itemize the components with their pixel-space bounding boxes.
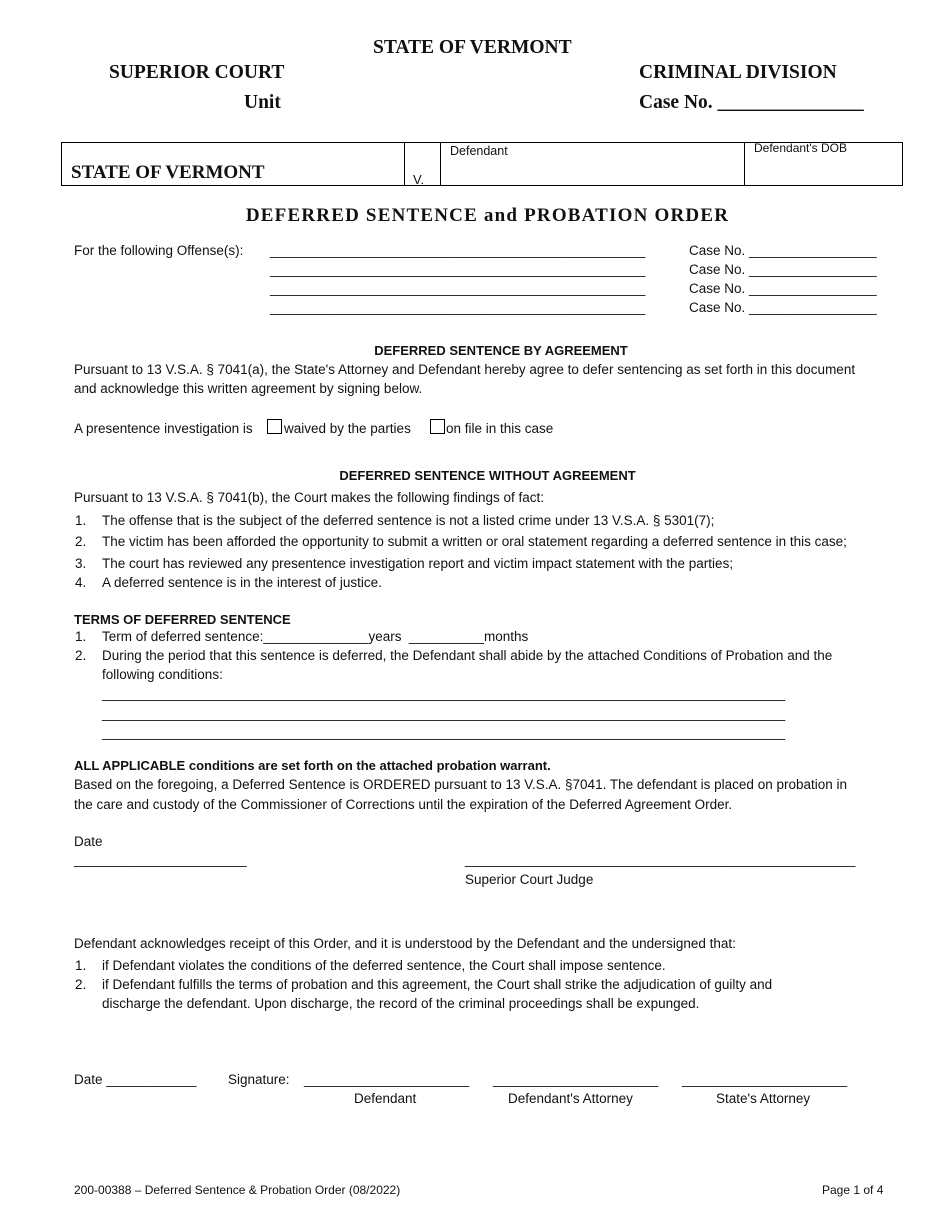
by-agreement-text-2: and acknowledge this written agreement by signing below. — [74, 381, 423, 396]
term-2-text-2: following conditions: — [102, 667, 223, 682]
finding-2-text: The victim has been afforded the opportunity to submit a written or oral statement regarding a deferred sentence in this case; — [102, 534, 847, 549]
court-name: SUPERIOR COURT — [109, 62, 285, 83]
signature-label: Signature: — [228, 1072, 290, 1087]
offense-case-no-4[interactable]: Case No. _________________ — [689, 300, 877, 315]
condition-line-2[interactable]: ___________________________________________________________________________________________ — [102, 706, 786, 721]
document-title: DEFERRED SENTENCE and PROBATION ORDER — [245, 205, 730, 226]
condition-line-1[interactable]: ___________________________________________________________________________________________ — [102, 686, 786, 701]
order-date-field[interactable]: _______________________ — [74, 852, 247, 867]
judge-label: Superior Court Judge — [465, 872, 594, 887]
dob-cell[interactable] — [744, 143, 902, 185]
order-text-1: Based on the foregoing, a Deferred Sentence is ORDERED pursuant to 13 V.S.A. §7041. The defendant is placed on probation in — [74, 777, 848, 792]
defendant-signature-line[interactable]: ______________________ — [304, 1072, 470, 1087]
psi-on-file-label: on file in this case — [446, 421, 554, 436]
ack-1-number: 1. — [75, 958, 87, 973]
versus-cell — [404, 143, 441, 185]
psi-label: A presentence investigation is — [74, 421, 253, 436]
acknowledgment-intro: Defendant acknowledges receipt of this Order, and it is understood by the Defendant and the undersigned that: — [74, 936, 736, 951]
applicable-conditions-note: ALL APPLICABLE conditions are set forth on the attached probation warrant. — [74, 758, 551, 773]
offenses-label: For the following Offense(s): — [74, 243, 244, 258]
defendant-label: Defendant — [450, 144, 508, 158]
division-name: CRIMINAL DIVISION — [639, 62, 837, 83]
term-length-field[interactable]: Term of deferred sentence:______________years __________months — [102, 629, 529, 644]
signature-date-field[interactable]: Date ____________ — [74, 1072, 197, 1087]
finding-3-number: 3. — [75, 556, 87, 571]
offense-case-no-2[interactable]: Case No. _________________ — [689, 262, 877, 277]
state-attorney-signature-line[interactable]: ______________________ — [682, 1072, 848, 1087]
defendant-cell[interactable] — [440, 143, 745, 185]
defendant-sig-label: Defendant — [354, 1091, 417, 1106]
ack-2-text-1: if Defendant fulfills the terms of probation and this agreement, the Court shall strike the adjudication of guilty and — [102, 977, 773, 992]
psi-waived-checkbox[interactable] — [267, 419, 282, 434]
condition-line-3[interactable]: ___________________________________________________________________________________________ — [102, 725, 786, 740]
offense-line-3[interactable]: __________________________________________________ — [270, 281, 646, 296]
ack-1-text: if Defendant violates the conditions of the deferred sentence, the Court shall impose sentence. — [102, 958, 666, 973]
offense-line-1[interactable]: __________________________________________________ — [270, 243, 646, 258]
state-attorney-sig-label: State's Attorney — [716, 1091, 811, 1106]
term-2-number: 2. — [75, 648, 87, 663]
findings-intro: Pursuant to 13 V.S.A. § 7041(b), the Court makes the following findings of fact: — [74, 490, 545, 505]
by-agreement-heading: DEFERRED SENTENCE BY AGREEMENT — [374, 343, 628, 358]
dob-label: Defendant's DOB — [754, 141, 848, 155]
versus-label: V. — [413, 172, 425, 187]
unit-label: Unit — [244, 92, 281, 113]
judge-signature-line[interactable]: ____________________________________________________ — [465, 852, 856, 867]
finding-1-number: 1. — [75, 513, 87, 528]
order-date-label: Date — [74, 834, 103, 849]
state-header: STATE OF VERMONT — [373, 37, 572, 58]
case-caption-table — [61, 142, 903, 186]
case-number-field[interactable]: Case No. _______________ — [639, 92, 864, 113]
page-number: Page 1 of 4 — [822, 1183, 884, 1197]
psi-waived-label: waived by the parties — [284, 421, 411, 436]
by-agreement-text-1: Pursuant to 13 V.S.A. § 7041(a), the State's Attorney and Defendant hereby agree to defer sentencing as set forth in this document — [74, 362, 856, 377]
term-1-number: 1. — [75, 629, 87, 644]
psi-on-file-checkbox[interactable] — [430, 419, 445, 434]
offense-case-no-1[interactable]: Case No. _________________ — [689, 243, 877, 258]
attorney-sig-label: Defendant's Attorney — [508, 1091, 633, 1106]
terms-heading: TERMS OF DEFERRED SENTENCE — [74, 612, 291, 627]
offense-case-no-3[interactable]: Case No. _________________ — [689, 281, 877, 296]
finding-2-number: 2. — [75, 534, 87, 549]
order-text-2: the care and custody of the Commissioner of Corrections until the expiration of the Deferred Agreement Order. — [74, 797, 733, 812]
finding-4-text: A deferred sentence is in the interest of justice. — [102, 575, 382, 590]
plaintiff-name: STATE OF VERMONT — [71, 162, 265, 183]
finding-3-text: The court has reviewed any presentence investigation report and victim impact statement with the parties; — [102, 556, 734, 571]
ack-2-text-2: discharge the defendant. Upon discharge, the record of the criminal proceedings shall be expunged. — [102, 996, 700, 1011]
without-agreement-heading: DEFERRED SENTENCE WITHOUT AGREEMENT — [339, 468, 636, 483]
form-number: 200-00388 – Deferred Sentence & Probation Order (08/2022) — [74, 1183, 401, 1197]
finding-4-number: 4. — [75, 575, 87, 590]
offense-line-2[interactable]: __________________________________________________ — [270, 262, 646, 277]
finding-1-text: The offense that is the subject of the deferred sentence is not a listed crime under 13 V.S.A. § 5301(7); — [102, 513, 715, 528]
attorney-signature-line[interactable]: ______________________ — [493, 1072, 659, 1087]
ack-2-number: 2. — [75, 977, 87, 992]
term-2-text-1: During the period that this sentence is deferred, the Defendant shall abide by the attached Conditions of Probation and the — [102, 648, 833, 663]
offense-line-4[interactable]: __________________________________________________ — [270, 300, 646, 315]
